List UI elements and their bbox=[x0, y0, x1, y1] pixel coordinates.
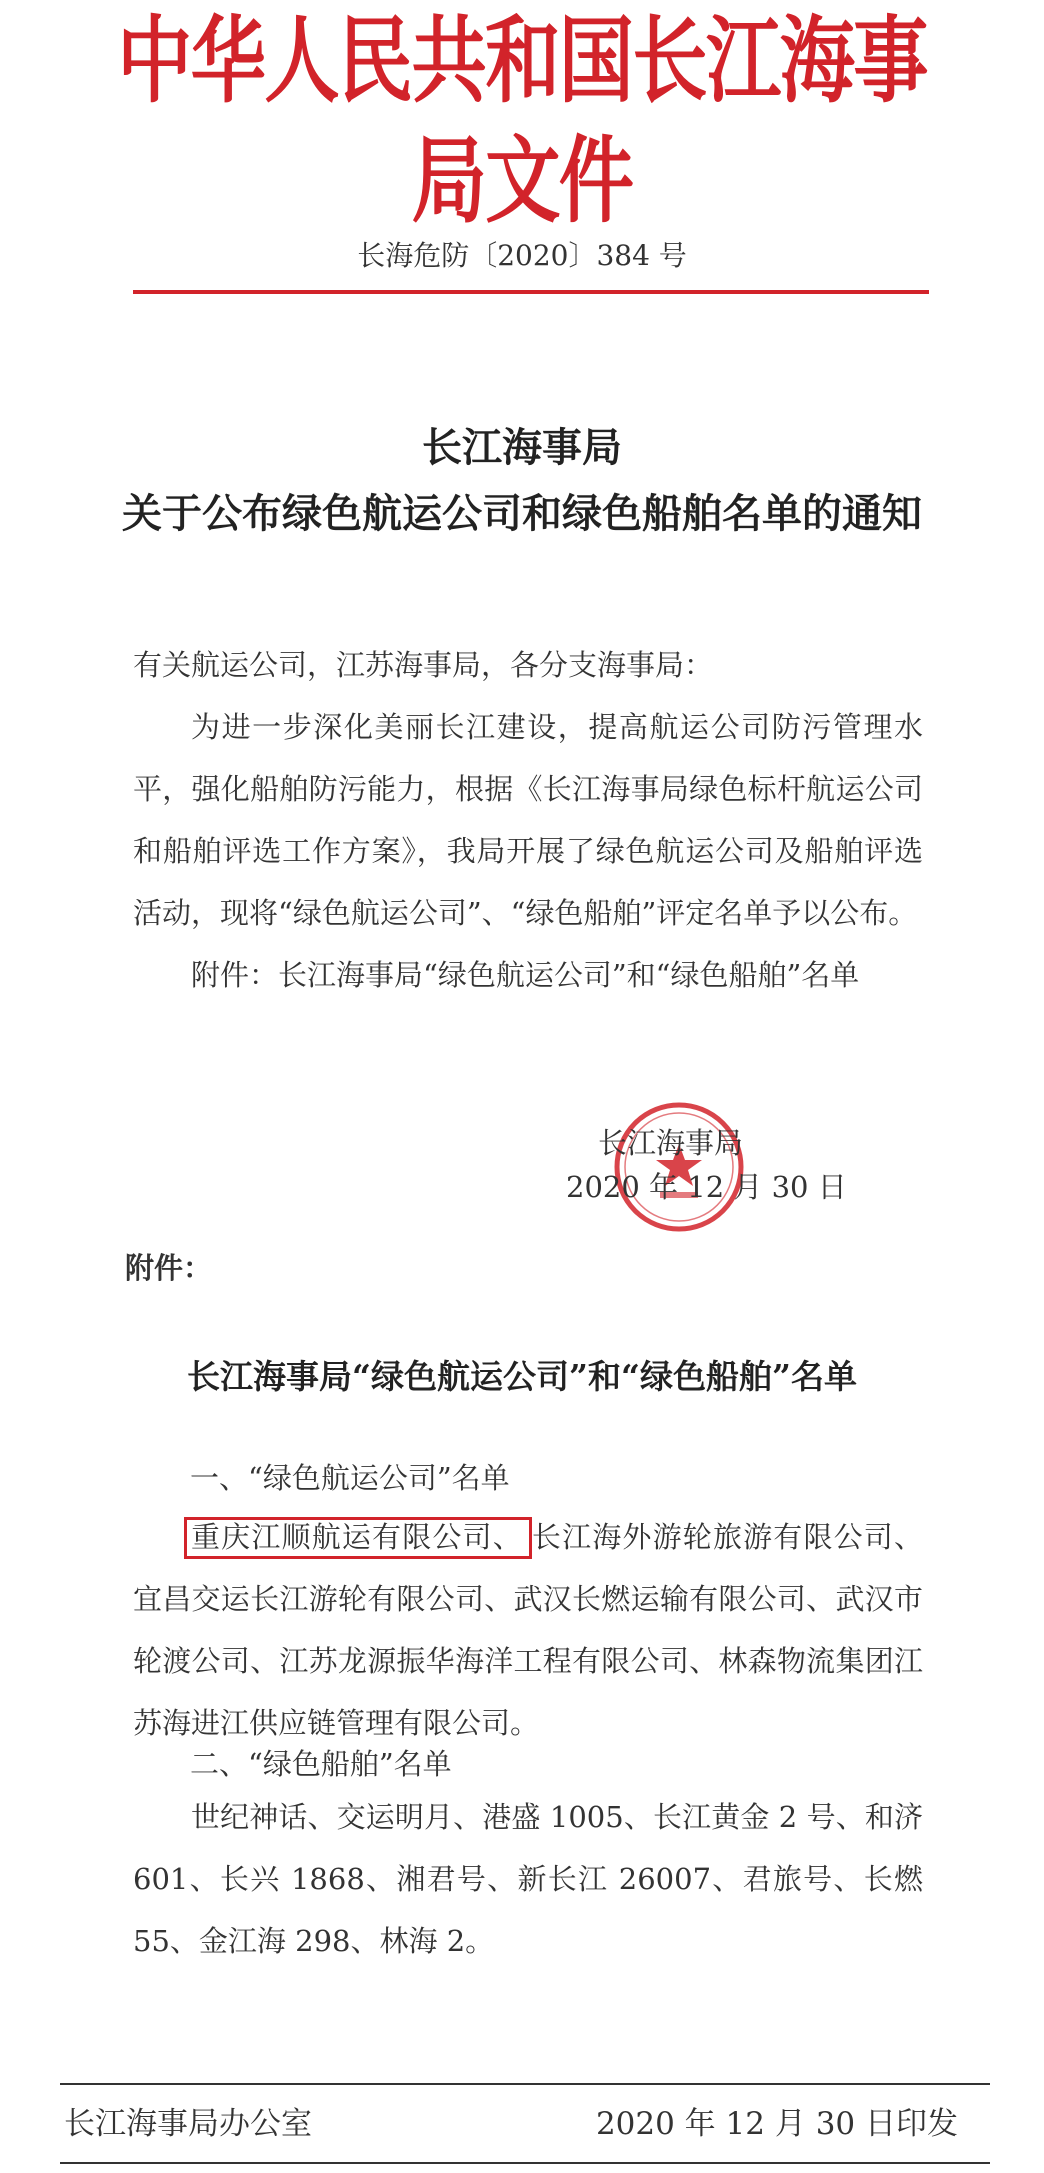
document-number: 长海危防〔2020〕384 号 bbox=[357, 239, 687, 272]
section1-heading: 一、“绿色航运公司”名单 bbox=[190, 1461, 510, 1495]
body-paragraph: 为进一步深化美丽长江建设，提高航运公司防污管理水平，强化船舶防污能力，根据《长江海事局绿色标杆航运公司和船舶评选工作方案》，我局开展了绿色航运公司及船舶评选活动，现将“绿色航运公司”、“绿色船舶”评定名单予以公布。 bbox=[133, 710, 923, 930]
salutation: 有关航运公司，江苏海事局，各分支海事局： bbox=[133, 648, 714, 682]
red-divider bbox=[133, 290, 929, 294]
ship-list: 世纪神话、交运明月、港盛 1005、长江黄金 2 号、和济 601、长兴 1868、湘君号、新长江 26007、君旅号、长燃 55、金江海 298、林海 2。 bbox=[133, 1800, 923, 1958]
notice-title-line1: 长江海事局 bbox=[422, 424, 622, 471]
footer-date: 2020 年 12 月 30 日印发 bbox=[595, 2106, 958, 2142]
footer-rule-bottom bbox=[60, 2162, 990, 2164]
list-title: 长江海事局“绿色航运公司”和“绿色船舶”名单 bbox=[187, 1357, 857, 1396]
footer-rule-top bbox=[60, 2083, 990, 2085]
company-list: 长江海外游轮旅游有限公司、宜昌交运长江游轮有限公司、武汉长燃运输有限公司、武汉市轮渡公司、江苏龙源振华海洋工程有限公司、林森物流集团江苏海进江供应链管理有限公司。 bbox=[133, 1520, 923, 1740]
section2-heading: 二、“绿色船舶”名单 bbox=[190, 1747, 452, 1781]
signature-org: 长江海事局 bbox=[598, 1126, 744, 1160]
notice-title-line2: 关于公布绿色航运公司和绿色船舶名单的通知 bbox=[122, 490, 922, 537]
highlighted-company: 重庆江顺航运有限公司、 bbox=[184, 1517, 532, 1559]
signature-date: 2020 年 12 月 30 日 bbox=[566, 1170, 847, 1204]
attachment-label: 附件： bbox=[125, 1251, 213, 1285]
masthead: 中华人民共和国长江海事局文件 bbox=[117, 7, 927, 236]
attachment-reference: 附件：长江海事局“绿色航运公司”和“绿色船舶”名单 bbox=[191, 958, 860, 992]
footer-issuer: 长江海事局办公室 bbox=[64, 2106, 312, 2142]
section1-companies bbox=[133, 1506, 923, 1754]
